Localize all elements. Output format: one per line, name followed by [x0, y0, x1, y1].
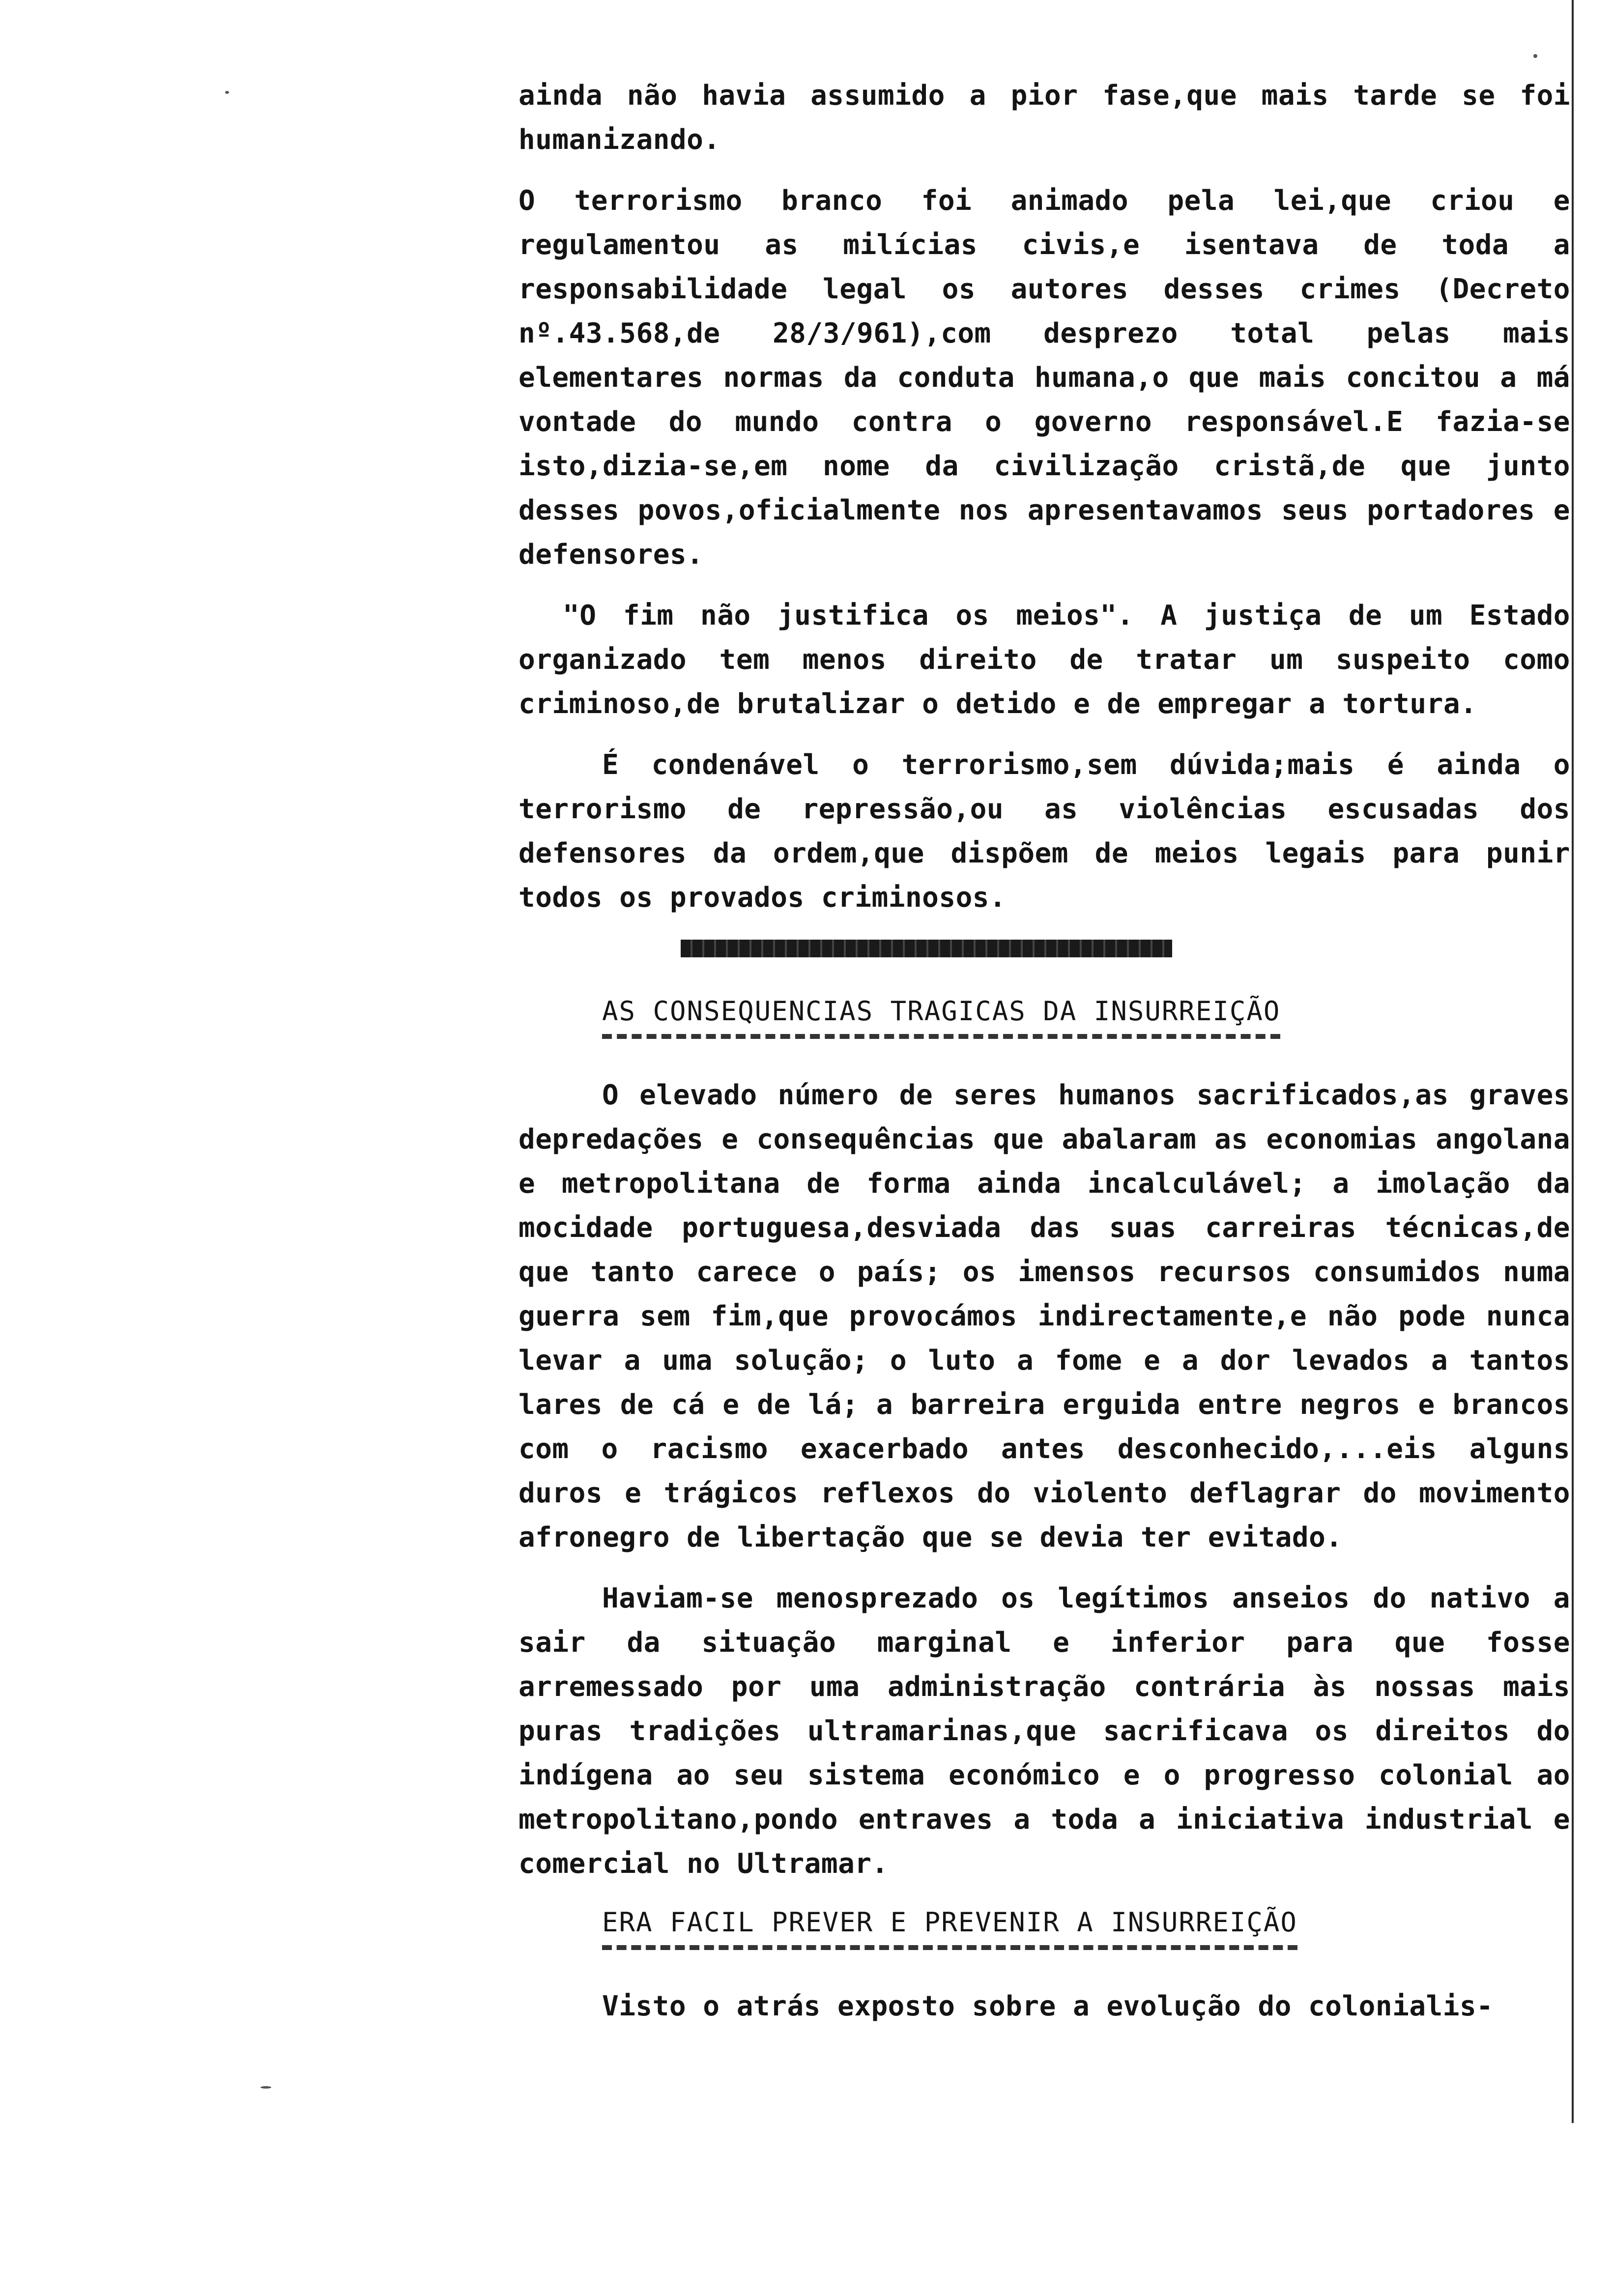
page-edge-line: [1572, 0, 1574, 2123]
paragraph: Visto o atrás exposto sobre a evolução do colonialis-: [602, 1990, 1494, 2022]
scan-speck: [225, 91, 229, 94]
section-heading: ERA FACIL PREVER E PREVENIR A INSURREIÇÃO: [602, 1903, 1297, 1950]
paragraph: O terrorismo branco foi animado pela lei,que criou e regulamentou as milícias civis,e isentava de toda a responsabilidade legal os autores desses crimes (Decreto nº.43.568,de 28/3/961),com desprezo total pelas mais elementares normas da conduta humana,o que mais concitou a má vontade do mundo contra o governo responsável.E fazia-se isto,dizia-se,em nome da civilização cristã,de que junto desses povos,oficialmente nos apresentavamos seus portadores e defensores.: [518, 185, 1570, 571]
paragraph: O elevado número de seres humanos sacrificados,as graves depredações e consequências que abalaram as economias angolana e metropolitana de forma ainda incalculável; a imolação da mocidade portuguesa,desviada das suas carreiras técnicas,de que tanto carece o país; os imensos recursos consumidos numa guerra sem fim,que provocámos indirectamente,e não pode nunca levar a uma solução; o luto a fome e a dor levados a tantos lares de cá e de lá; a barreira erguida entre negros e brancos com o racismo exacerbado antes desconhecido,...eis alguns duros e trágicos reflexos do violento deflagrar do movimento afronegro de libertação que se devia ter evitado.: [518, 1079, 1570, 1553]
paragraph: "O fim não justifica os meios". A justiça de um Estado organizado tem menos direito de tratar um suspeito como criminoso,de brutalizar o detido e de empregar a tortura.: [518, 600, 1570, 720]
scan-speck: [260, 2086, 271, 2089]
paragraph: Haviam-se menosprezado os legítimos anseios do nativo a sair da situação marginal e inferior para que fosse arremessado por uma administração contrária às nossas mais puras tradições ultramarinas,que sacrificava os direitos do indígena ao seu sistema económico e o progresso colonial ao metropolitano,pondo entraves a toda a iniciativa industrial e comercial no Ultramar.: [518, 1582, 1570, 1880]
section-heading-wrap: [518, 1903, 1570, 1984]
scan-speck: [1533, 54, 1537, 58]
section-heading-wrap: [518, 992, 1570, 1073]
typewritten-text: [518, 74, 1570, 2045]
section-heading: AS CONSEQUENCIAS TRAGICAS DA INSURREIÇÃO: [602, 992, 1280, 1039]
paragraph: ainda não havia assumido a pior fase,que mais tarde se foi humanizando.: [518, 80, 1570, 156]
paragraph: É condenável o terrorismo,sem dúvida;mais é ainda o terrorismo de repressão,ou as violências escusadas dos defensores da ordem,que dispõem de meios legais para punir todos os provados criminosos.: [518, 749, 1570, 914]
struck-through-line: [681, 940, 1172, 957]
